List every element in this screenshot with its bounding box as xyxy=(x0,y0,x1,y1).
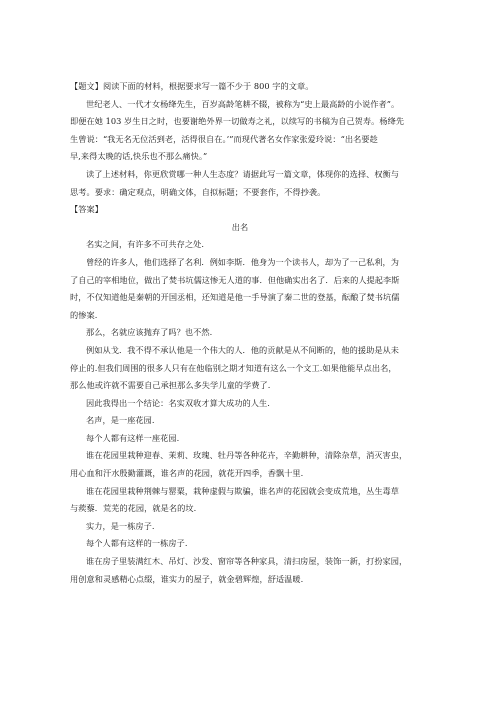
essay-line: 每个人都有这样的一栋房子. xyxy=(86,538,188,549)
essay-line: 了自己的宰相地位，做出了焚书坑儒这惨无人道的事．但他确实出名了．后来的人提起李斯 xyxy=(70,274,400,285)
essay-line: 谁在花园里栽种荆棘与罂粟，栽种虚假与欺骗，谁名声的花园就会变成荒地，丛生毒草 xyxy=(86,485,400,496)
answer-label: 【答案】 xyxy=(70,204,103,215)
essay-line: 的惨案. xyxy=(70,309,98,320)
essay-line: 因此我得出一个结论：名实双收才算大成功的人生. xyxy=(86,397,270,408)
essay-line: 那么，名就应该抛弃了吗？也不然. xyxy=(86,327,213,338)
material-line: 早,来得太晚的话,快乐也不那么痛快。” xyxy=(70,151,208,162)
essay-line: 与蒺藜．荒芜的花园，就是名的坟. xyxy=(70,503,197,514)
essay-line: 谁在花园里栽种迎春、茉莉、玫瑰、牡丹等各种花卉，辛勤耕种，清除杂草，消灭害虫， xyxy=(86,450,408,461)
essay-line: 名实之间，有许多不可共存之处. xyxy=(86,239,204,250)
essay-title: 出名 xyxy=(231,221,249,232)
material-line: 思考。要求：确定观点，明确文体，自拟标题；不要套作，不得抄袭。 xyxy=(70,186,326,197)
question-material xyxy=(70,96,410,202)
question-label: 【题文】阅读下面的材料，根据要求写一篇不少于 800 字的文章。 xyxy=(70,81,314,91)
essay-line: 每个人都有这样一座花园. xyxy=(86,432,180,443)
material-line: 世纪老人、一代才女杨绛先生，百岁高龄笔耕不辍，被称为“史上最高龄的小说作者”。 xyxy=(86,98,400,109)
essay-line: 名声，是一座花园. xyxy=(86,415,155,426)
essay-line: 停止的.但我们周围的很多人只有在他临别之期才知道有这么一个文工.如果他能早点出名， xyxy=(70,362,397,373)
essay-line: 谁在房子里装满红木、吊灯、沙发、窗帘等各种家具，清扫房屋，装饰一新，打扮家园， xyxy=(86,556,408,567)
essay-line: 用心血和汗水殷勤灌溉，谁名声的花园，就花开四季，香飘十里. xyxy=(70,468,304,479)
essay-line: 例如从戈．我不得不承认他是一个伟大的人．他的贡献是从不间断的，他的援助是从未 xyxy=(86,344,400,355)
material-line: 生曾说：“我无名无位活到老，活得很自在。’”而现代著名女作家张爱玲说：“出名要趁 xyxy=(70,133,378,144)
material-line: 读了上述材料，你更欣赏哪一种人生态度？请据此写一篇文章，体现你的选择、权衡与 xyxy=(86,168,400,179)
essay-line: 曾经的许多人，他们选择了名利．例如李斯．他身为一个读书人，却为了一己私利，为 xyxy=(86,256,400,267)
essay-line: 那么他或许就不需要自己承担那么多失学儿童的学费了. xyxy=(70,380,271,391)
essay-body xyxy=(70,236,410,588)
essay-line: 实力，是一栋房子. xyxy=(86,520,155,531)
material-line: 即便在她 103 岁生日之时，也要谢绝外界一切做寿之礼，以续写的书稿为自己贺寿。杨绛先 xyxy=(70,116,405,127)
essay-line: 时，不仅知道他是秦朝的开国丞相，还知道是他一手导演了秦二世的登基，酝酿了焚书坑儒 xyxy=(70,292,400,303)
essay-line: 用创意和灵感精心点缀，谁实力的屋子，就金碧辉煌，舒适温暖. xyxy=(70,573,304,584)
